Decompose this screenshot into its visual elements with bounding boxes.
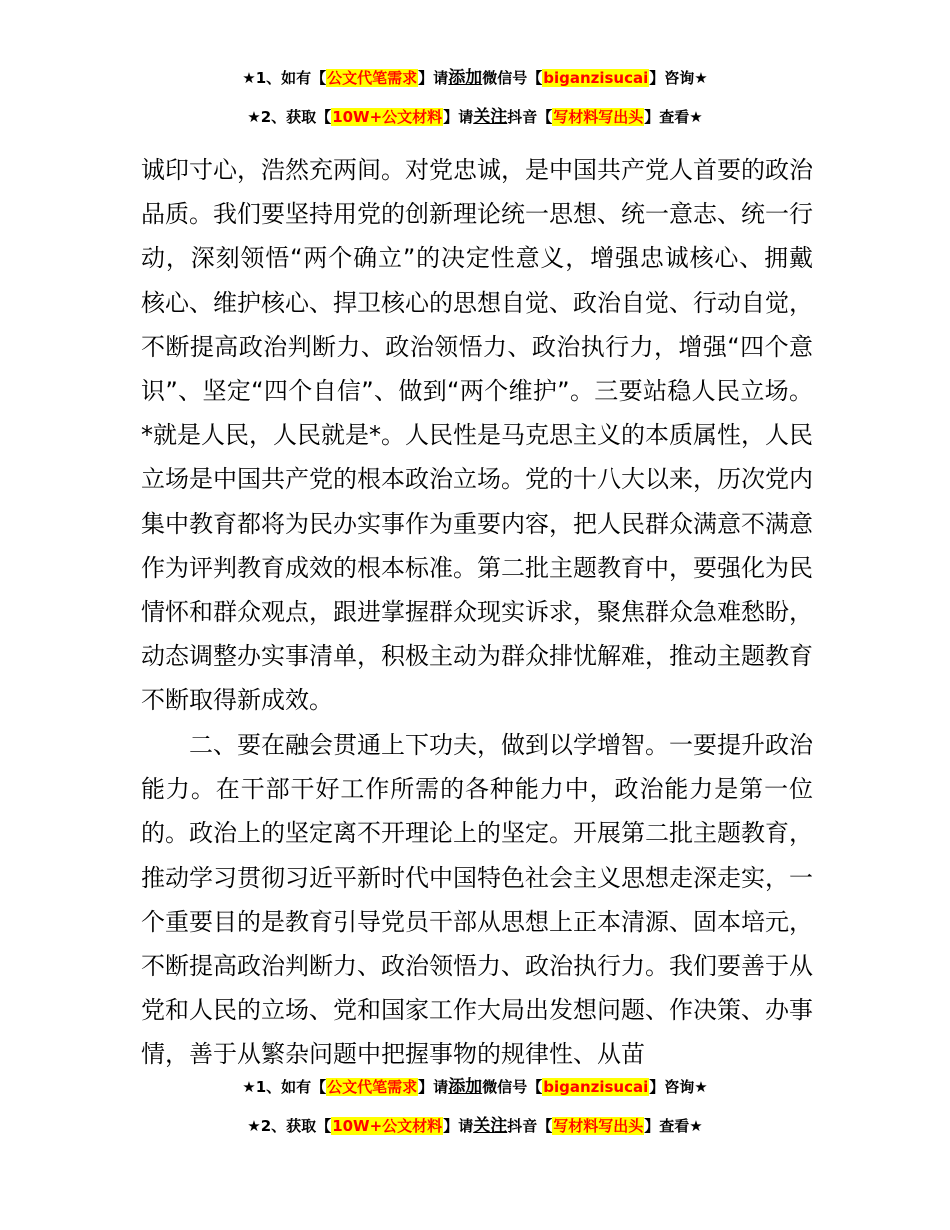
banner-underlined: 关注	[473, 107, 508, 127]
banner-text: 】咨询★	[649, 1078, 708, 1096]
banner-text: ★1、如有【	[242, 1078, 327, 1096]
banner-text: ★1、如有【	[242, 69, 327, 87]
banner-text: 】请	[443, 1117, 474, 1135]
banner-text: 】请	[443, 108, 474, 126]
banner-highlight: 公文代笔需求	[327, 69, 418, 87]
paragraph-1: 诚印寸心，浩然充两间。对党忠诚，是中国共产党人首要的政治品质。我们要坚持用党的创新理论统一思想、统一意志、统一行动，深刻领悟“两个确立”的决定性意义，增强忠诚核心、拥戴核心、维护核心、捍卫核心的思想自觉、政治自觉、行动自觉，不断提高政治判断力、政治领悟力、政治执行力，增强“四个意识”、坚定“四个自信”、做到“两个维护”。三要站稳人民立场。*就是人民，人民就是*。人民性是马克思主义的本质属性，人民立场是中国共产党的根本政治立场。党的十八大以来，历次党内集中教育都将为民办实事作为重要内容，把人民群众满意不满意作为评判教育成效的根本标准。第二批主题教育中，要强化为民情怀和群众观点，跟进掌握群众现实诉求，聚焦群众急难愁盼，动态调整办实事清单，积极主动为群众排忧解难，推动主题教育不断取得新成效。	[141, 156, 813, 715]
banner-underlined: 关注	[473, 1116, 508, 1136]
header-banner-line-2	[0, 106, 950, 128]
banner-highlight-douyin-id: 写材料写出头	[553, 108, 644, 126]
document-body-section-2	[141, 723, 813, 1077]
banner-text: ★2、获取【	[247, 108, 332, 126]
banner-text: 】咨询★	[649, 69, 708, 87]
banner-text: 】请	[418, 1078, 449, 1096]
footer-banner-line-1	[0, 1076, 950, 1098]
banner-highlight-wechat-id: biganzisucai	[543, 69, 649, 87]
banner-text: 微信号【	[482, 1078, 543, 1096]
banner-text: 抖音【	[507, 108, 553, 126]
banner-highlight-wechat-id: biganzisucai	[543, 1078, 649, 1096]
banner-highlight: 公文代笔需求	[327, 1078, 418, 1096]
banner-underlined: 添加	[448, 1077, 483, 1097]
header-banner-line-1	[0, 67, 950, 89]
banner-highlight-douyin-id: 写材料写出头	[553, 1117, 644, 1135]
banner-highlight: 10W+公文材料	[332, 1117, 443, 1135]
footer-banner-line-2	[0, 1115, 950, 1137]
banner-text: 】查看★	[644, 1117, 703, 1135]
banner-text: 】查看★	[644, 108, 703, 126]
banner-text: 】请	[418, 69, 449, 87]
banner-text: 抖音【	[507, 1117, 553, 1135]
banner-highlight: 10W+公文材料	[332, 108, 443, 126]
document-body-section-1	[141, 148, 813, 723]
banner-text: 微信号【	[482, 69, 543, 87]
paragraph-2: 二、要在融会贯通上下功夫，做到以学增智。一要提升政治能力。在干部干好工作所需的各种能力中，政治能力是第一位的。政治上的坚定离不开理论上的坚定。开展第二批主题教育，推动学习贯彻习近平新时代中国特色社会主义思想走深走实，一个重要目的是教育引导党员干部从思想上正本清源、固本培元，不断提高政治判断力、政治领悟力、政治执行力。我们要善于从党和人民的立场、党和国家工作大局出发想问题、作决策、办事情，善于从繁杂问题中把握事物的规律性、从苗	[141, 731, 813, 1069]
banner-text: ★2、获取【	[247, 1117, 332, 1135]
banner-underlined: 添加	[448, 68, 483, 88]
